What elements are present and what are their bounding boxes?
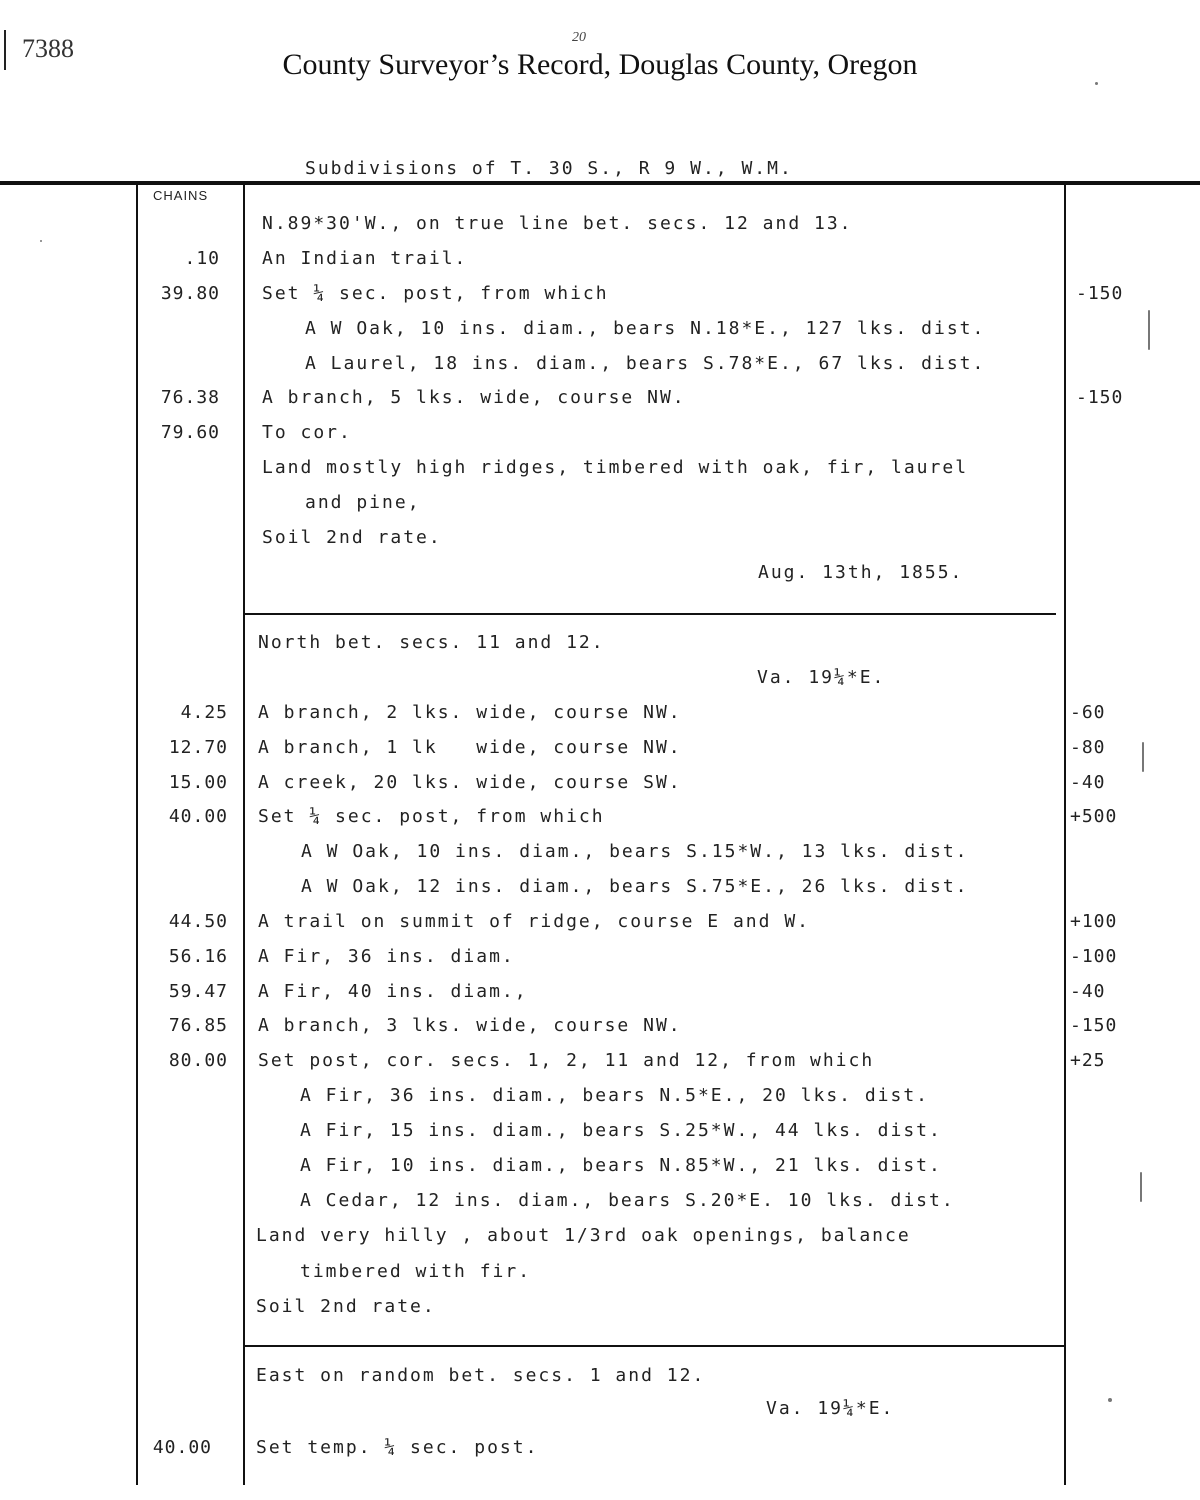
- soil-description: Soil 2nd rate.: [262, 527, 442, 548]
- land-description: and pine,: [305, 492, 421, 513]
- section-divider: [243, 613, 1056, 615]
- page-number: 7388: [22, 34, 74, 63]
- entry-text: A branch, 2 lks. wide, course NW.: [258, 702, 682, 723]
- bearing-tree-entry: A Cedar, 12 ins. diam., bears S.20*E. 10 lks. dist.: [300, 1190, 955, 1211]
- elevation-value: -150: [1076, 283, 1124, 304]
- entry-text: Set ¼ sec. post, from which: [262, 283, 609, 304]
- land-description: Land mostly high ridges, timbered with oak, fir, laurel: [262, 457, 969, 478]
- entry-text: Set post, cor. secs. 1, 2, 11 and 12, from which: [258, 1050, 875, 1071]
- elevation-value: -150: [1070, 1015, 1118, 1036]
- elevation-column-border: [1064, 185, 1066, 1485]
- elevation-value: +500: [1070, 806, 1118, 827]
- section-heading: North bet. secs. 11 and 12.: [258, 632, 605, 653]
- bearing-tree-entry: A Laurel, 18 ins. diam., bears S.78*E., 67 lks. dist.: [305, 353, 986, 374]
- entry-text: A Fir, 36 ins. diam.: [258, 946, 515, 967]
- elevation-value: -40: [1070, 981, 1106, 1002]
- chains-column-left-border: [136, 185, 138, 1485]
- soil-description: Soil 2nd rate.: [256, 1296, 436, 1317]
- scan-speck: [1140, 1172, 1142, 1202]
- chain-value: 59.47: [168, 981, 228, 1002]
- top-rule: [0, 181, 1200, 185]
- magnetic-variation: Va. 19¼*E.: [757, 667, 886, 688]
- chain-value: 79.60: [160, 422, 220, 443]
- chain-value: 44.50: [168, 911, 228, 932]
- subtitle: Subdivisions of T. 30 S., R 9 W., W.M.: [305, 158, 793, 179]
- bearing-tree-entry: A Fir, 10 ins. diam., bears N.85*W., 21 lks. dist.: [300, 1155, 942, 1176]
- bearing-tree-entry: A W Oak, 10 ins. diam., bears S.15*W., 13 lks. dist.: [301, 841, 969, 862]
- elevation-value: +25: [1070, 1050, 1106, 1071]
- chain-value: 15.00: [168, 772, 228, 793]
- bearing-tree-entry: A W Oak, 10 ins. diam., bears N.18*E., 127 lks. dist.: [305, 318, 986, 339]
- chains-column-right-border: [243, 185, 245, 1485]
- land-description: timbered with fir.: [300, 1261, 532, 1282]
- chain-value: 40.00: [168, 806, 228, 827]
- entry-text: A branch, 1 lk wide, course NW.: [258, 737, 682, 758]
- elevation-value: -150: [1076, 387, 1124, 408]
- entry-text: An Indian trail.: [262, 248, 468, 269]
- chain-value: .10: [184, 248, 220, 269]
- elevation-value: -60: [1070, 702, 1106, 723]
- magnetic-variation: Va. 19¼*E.: [766, 1398, 895, 1419]
- chain-value: 12.70: [168, 737, 228, 758]
- bearing-tree-entry: A Fir, 15 ins. diam., bears S.25*W., 44 lks. dist.: [300, 1120, 942, 1141]
- elevation-value: -80: [1070, 737, 1106, 758]
- chain-value: 76.38: [160, 387, 220, 408]
- survey-date: Aug. 13th, 1855.: [758, 562, 964, 583]
- entry-text: Set ¼ sec. post, from which: [258, 806, 605, 827]
- scan-speck: [1148, 310, 1150, 350]
- page-title: County Surveyor’s Record, Douglas County, Oregon: [282, 48, 918, 81]
- entry-text: A branch, 3 lks. wide, course NW.: [258, 1015, 682, 1036]
- chain-value: 76.85: [168, 1015, 228, 1036]
- entry-text: A creek, 20 lks. wide, course SW.: [258, 772, 682, 793]
- entry-text: To cor.: [262, 422, 352, 443]
- chain-value: 39.80: [160, 283, 220, 304]
- bearing-tree-entry: A W Oak, 12 ins. diam., bears S.75*E., 26 lks. dist.: [301, 876, 969, 897]
- elevation-value: -40: [1070, 772, 1106, 793]
- entry-text: A Fir, 40 ins. diam.,: [258, 981, 528, 1002]
- scan-speck: [1095, 82, 1098, 85]
- elevation-value: +100: [1070, 911, 1118, 932]
- section-divider: [243, 1345, 1066, 1347]
- chain-value: 4.25: [180, 702, 228, 723]
- bearing-tree-entry: A Fir, 36 ins. diam., bears N.5*E., 20 lks. dist.: [300, 1085, 930, 1106]
- scan-speck: [1142, 742, 1144, 772]
- entry-text: A branch, 5 lks. wide, course NW.: [262, 387, 686, 408]
- chain-value: 40.00: [152, 1437, 212, 1458]
- chain-value: 80.00: [168, 1050, 228, 1071]
- scan-speck: [40, 240, 42, 242]
- scan-speck: [1108, 1398, 1112, 1402]
- section-heading: East on random bet. secs. 1 and 12.: [256, 1365, 706, 1386]
- elevation-value: -100: [1070, 946, 1118, 967]
- chain-value: 56.16: [168, 946, 228, 967]
- handwritten-mark: 20: [572, 30, 586, 45]
- entry-text: A trail on summit of ridge, course E and W.: [258, 911, 810, 932]
- land-description: Land very hilly , about 1/3rd oak openings, balance: [256, 1225, 911, 1246]
- section-heading: N.89*30'W., on true line bet. secs. 12 and 13.: [262, 213, 853, 234]
- chains-column-label: CHAINS: [153, 188, 209, 203]
- entry-text: Set temp. ¼ sec. post.: [256, 1437, 539, 1458]
